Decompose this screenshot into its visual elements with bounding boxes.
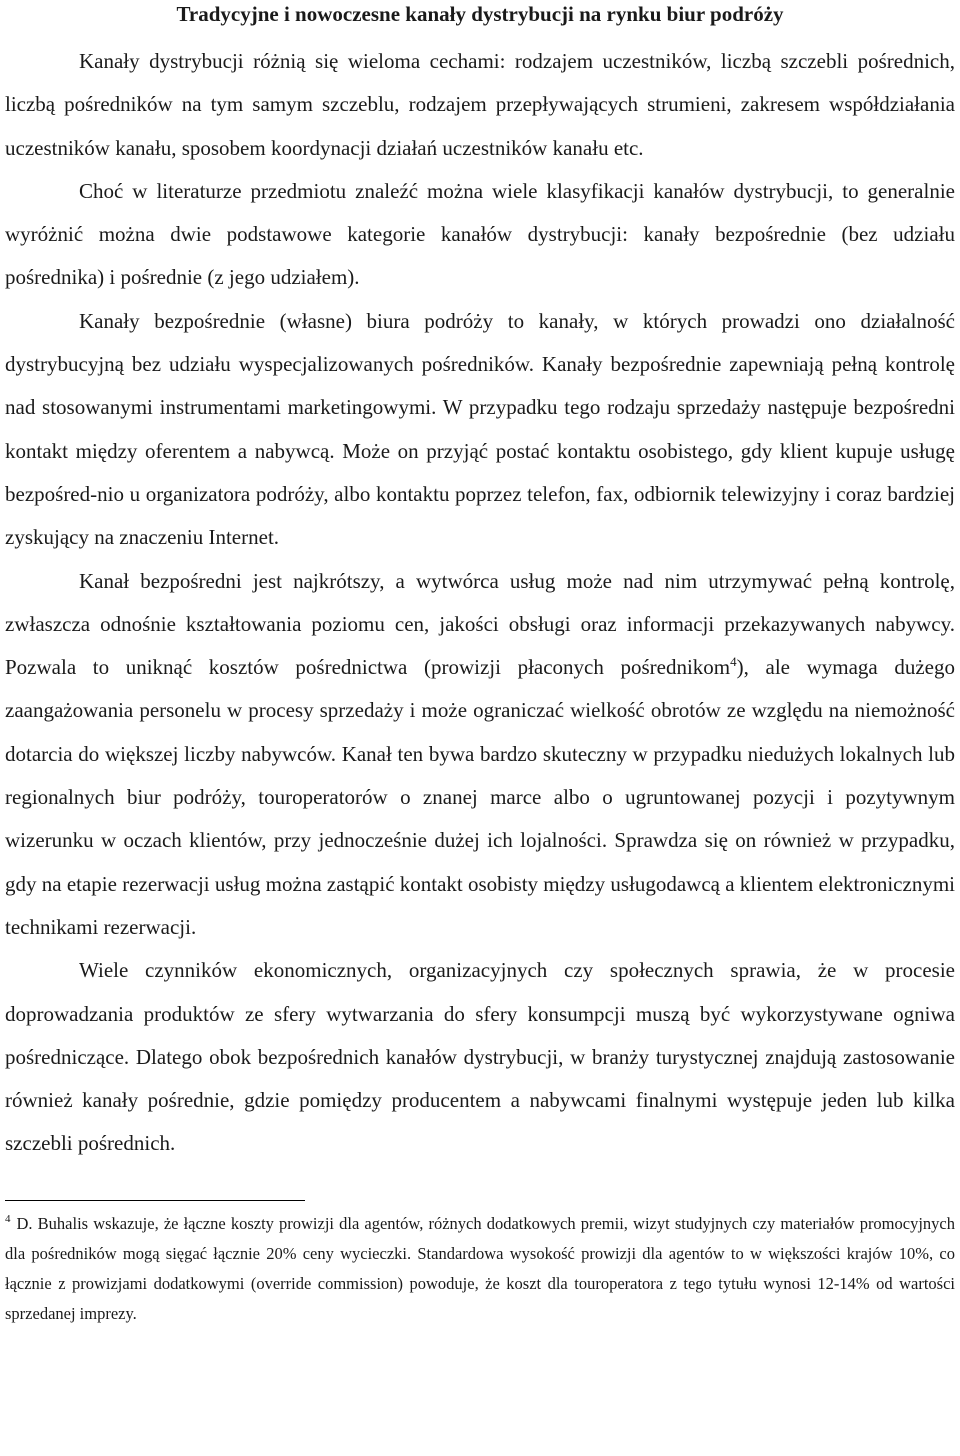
footnote-reference[interactable]: 4 (730, 654, 737, 670)
paragraph-4-text-after: ), ale wymaga dużego zaangażowania personelu w procesy sprzedaży i może ograniczać wielkość obrotów ze względu na niemożność dotarcia do większej liczby nabywców. Kanał ten bywa bardzo skuteczny w przypadku niedużych lokalnych lub regionalnych biur podróży, touroperatorów o znanej marce albo o ugruntowanej pozycji i pozytywnym wizerunku w oczach klientów, przy jednocześnie dużej ich lojalności. Sprawdza się on również w przypadku, gdy na etapie rezerwacji usług można zastąpić kontakt osobisty między usługodawcą a klientem elektronicznymi technikami rezerwacji. (5, 655, 955, 939)
footnote-separator (5, 1200, 305, 1201)
paragraph-1: Kanały dystrybucji różnią się wieloma cechami: rodzajem uczestników, liczbą szczebli pośrednich, liczbą pośredników na tym samym szczeblu, rodzajem przepływających strumieni, zakresem współdziałania uczestników kanału, sposobem koordynacji działań uczestników kanału etc. (5, 49, 955, 160)
document-page (5, 0, 955, 1329)
paragraph-2: Choć w literaturze przedmiotu znaleźć można wiele klasyfikacji kanałów dystrybucji, to generalnie wyróżnić można dwie podstawowe kategorie kanałów dystrybucji: kanały bezpośrednie (bez udziału pośrednika) i pośrednie (z jego udziałem). (5, 178, 955, 290)
footnote (5, 1209, 955, 1329)
document-title: Tradycyjne i nowoczesne kanały dystrybucji na rynku biur podróży (176, 2, 784, 26)
footnote-number: 4 (5, 1213, 11, 1226)
paragraph-5: Wiele czynników ekonomicznych, organizacyjnych czy społecznych sprawia, że w procesie doprowadzania produktów ze sfery wytwarzania do sfery konsumpcji muszą być wykorzystywane ogniwa pośredniczące. Dlatego obok bezpośrednich kanałów dystrybucji, w branży turystycznej znajdują zastosowanie również kanały pośrednie, gdzie pomiędzy producentem a nabywcami finalnymi występuje jeden lub kilka szczebli pośrednich. (5, 958, 955, 1156)
footnote-text: D. Buhalis wskazuje, że łączne koszty prowizji dla agentów, różnych dodatkowych premii, wizyt studyjnych czy materiałów promocyjnych dla pośredników mogą sięgać łącznie 20% ceny wycieczki. Standardowa wysokość prowizji dla agentów to w większości krajów 10%, co łącznie z prowizjami dodatkowymi (override commission) powoduje, że koszt dla touroperatora z tego tytułu wynosi 12-14% od wartości sprzedanej imprezy. (5, 1213, 955, 1323)
paragraph-3: Kanały bezpośrednie (własne) biura podróży to kanały, w których prowadzi ono działalność dystrybucyjną bez udziału wyspecjalizowanych pośredników. Kanały bezpośrednie zapewniają pełną kontrolę nad stosowanymi instrumentami marketingowymi. W przypadku tego rodzaju sprzedaży następuje bezpośredni kontakt między oferentem a nabywcą. Może on przyjąć postać kontaktu osobistego, gdy klient kupuje usługę bezpośred-nio u organizatora podróży, albo kontaktu poprzez telefon, fax, odbiornik telewizyjny i coraz bardziej zyskujący na znaczeniu Internet. (5, 308, 955, 550)
paragraph-4 (5, 560, 955, 950)
paragraph-4-text-before: Kanał bezpośredni jest najkrótszy, a wytwórca usług może nad nim utrzymywać pełną kontrolę, zwłaszcza odnośnie kształtowania poziomu cen, jakości obsługi oraz informacji przekazywanych nabywcy. Pozwala to uniknąć kosztów pośrednictwa (prowizji płaconych pośrednikom (5, 568, 955, 680)
